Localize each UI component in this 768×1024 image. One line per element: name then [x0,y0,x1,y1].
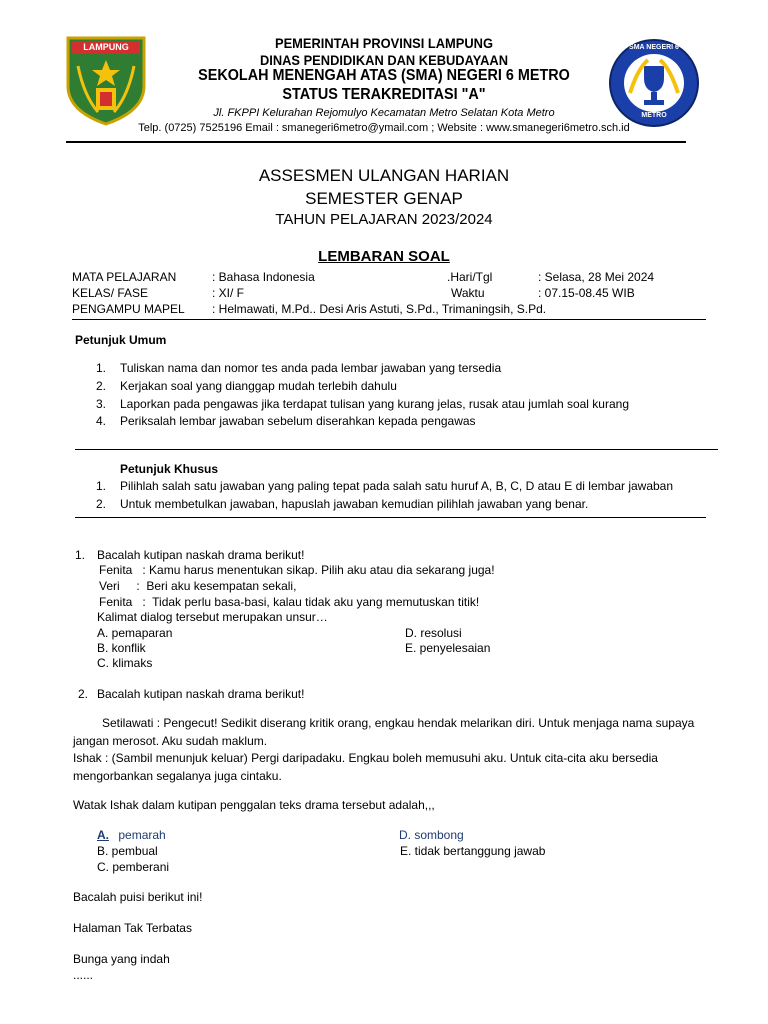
petunjuk-umum-item: Periksalah lembar jawaban sebelum diserahkan kepada pengawas [120,414,476,428]
q2-prompt: Bacalah kutipan naskah drama berikut! [97,687,305,701]
petunjuk-khusus-heading: Petunjuk Khusus [120,462,219,476]
petunjuk-umum-item-number: 2. [96,379,107,393]
petunjuk-umum-heading: Petunjuk Umum [75,333,167,347]
petunjuk-khusus-item-number: 1. [96,479,107,493]
poem-intro: Bacalah puisi berikut ini! [73,890,203,904]
q1-prompt: Bacalah kutipan naskah drama berikut! [97,548,305,562]
petunjuk-umum-item-number: 1. [96,361,107,375]
letterhead-divider [66,141,686,143]
q1-dialog-line: Fenita : Kamu harus menentukan sikap. Pilih aku atau dia sekarang juga! [99,563,495,577]
q1-option-d[interactable]: D. resolusi [405,626,462,640]
letterhead-accreditation: STATUS TERAKREDITASI "A" [282,86,486,103]
petunjuk-khusus-item-number: 2. [96,497,107,511]
q2-option-e[interactable]: E. tidak bertanggung jawab [400,844,546,858]
logo-lettering: LAMPUNG [83,42,129,52]
hari-value: : Selasa, 28 Mei 2024 [538,270,655,284]
q2-paragraph-line: Ishak : (Sambil menunjuk keluar) Pergi daripadaku. Engkau boleh memusuhi aku. Untuk cita-cita aku bersedia [73,751,658,765]
hari-label: .Hari/Tgl [447,270,493,284]
logo-lettering-top: SMA NEGERI 6 [629,44,679,51]
petunjuk-umum-item-number: 4. [96,414,107,428]
letterhead-school-name: SEKOLAH MENENGAH ATAS (SMA) NEGERI 6 METRO [198,67,570,84]
pengampu-label: PENGAMPU MAPEL [72,302,185,316]
exam-semester: SEMESTER GENAP [305,189,463,208]
poem-title: Halaman Tak Terbatas [73,921,192,935]
exam-title: ASSESMEN ULANGAN HARIAN [258,166,510,185]
kelas-label: KELAS/ FASE [72,286,149,300]
letterhead-line2: DINAS PENDIDIKAN DAN KEBUDAYAAN [259,52,509,68]
info-divider [72,319,706,320]
sheet-title: LEMBARAN SOAL [318,248,450,265]
petunjuk-khusus-divider [75,517,706,518]
q1-dialog-line: Fenita : Tidak perlu basa-basi, kalau tidak aku yang memutuskan titik! [99,595,480,609]
petunjuk-khusus-item: Pilihlah salah satu jawaban yang paling tepat pada salah satu huruf A, B, C, D atau E di lembar jawaban [120,479,674,493]
q2-option-b[interactable]: B. pembual [97,844,158,858]
petunjuk-umum-item-number: 3. [96,397,107,411]
mapel-value: : Bahasa Indonesia [212,270,315,284]
q2-number: 2. [78,687,89,701]
q2-paragraph-line: jangan merosot. Aku sudah maklum. [73,734,268,748]
q2-option-c[interactable]: C. pemberani [97,860,170,874]
logo-lettering-bottom: METRO [641,112,667,119]
q2-question: Watak Ishak dalam kutipan penggalan teks drama tersebut adalah,,, [73,798,435,812]
exam-year: TAHUN PELAJARAN 2023/2024 [275,211,493,228]
petunjuk-umum-divider [75,449,718,450]
q2-paragraph-line: mengorbankan segalanya juga cintaku. [73,769,282,783]
petunjuk-khusus-item: Untuk membetulkan jawaban, hapuslah jawaban kemudian pilihlah jawaban yang benar. [120,497,589,511]
petunjuk-umum-item: Tuliskan nama dan nomor tes anda pada lembar jawaban yang tersedia [120,361,502,375]
q2-option-a-letter: A. [97,828,109,842]
petunjuk-umum-item: Laporkan pada pengawas jika terdapat tulisan yang kurang jelas, rusak atau jumlah soal kurang [120,397,629,411]
q1-option-e[interactable]: E. penyelesaian [405,641,491,655]
poem-line: Bunga yang indah [73,952,170,966]
mapel-label: MATA PELAJARAN [72,270,177,284]
waktu-label: Waktu [451,286,485,300]
q1-option-b[interactable]: B. konflik [97,641,146,655]
q1-question: Kalimat dialog tersebut merupakan unsur… [97,610,328,624]
waktu-value: : 07.15-08.45 WIB [538,286,635,300]
letterhead-contact: Telp. (0725) 7525196 Email : smanegeri6metro@ymail.com ; Website : www.smanegeri6metro.sch.id [138,122,630,134]
q1-option-a[interactable]: A. pemaparan [97,626,173,640]
q2-option-a-text: pemarah [118,828,166,842]
q1-dialog-line: Veri : Beri aku kesempatan sekali, [99,579,297,593]
petunjuk-umum-item: Kerjakan soal yang dianggap mudah terlebih dahulu [120,379,397,393]
poem-line: ...... [73,968,94,982]
letterhead-line1: PEMERINTAH PROVINSI LAMPUNG [274,35,494,51]
kelas-value: : XI/ F [212,286,245,300]
q1-option-c[interactable]: C. klimaks [97,656,153,670]
q2-option-d[interactable]: D. sombong [399,828,464,842]
letterhead-address: Jl. FKPPI Kelurahan Rejomulyo Kecamatan Metro Selatan Kota Metro [213,107,555,119]
q2-option-a[interactable] [97,828,166,842]
pengampu-value: : Helmawati, M.Pd.. Desi Aris Astuti, S.Pd., Trimaningsih, S.Pd. [212,302,547,316]
q1-number: 1. [75,548,86,562]
q2-paragraph-line: Setilawati : Pengecut! Sedikit diserang kritik orang, engkau hendak melarikan diri. Untuk menjaga nama supaya [102,716,695,730]
